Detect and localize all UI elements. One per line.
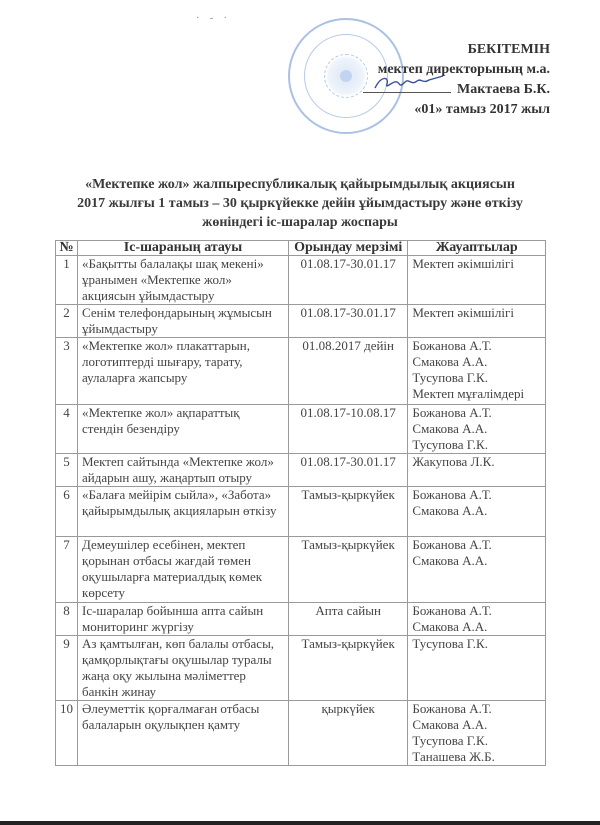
- header-responsible: Жауаптылар: [408, 241, 546, 256]
- table-header-row: [56, 241, 546, 256]
- responsible: [408, 636, 546, 701]
- table-row: [56, 454, 546, 487]
- responsible-person: Смакова А.А.: [412, 717, 488, 732]
- responsible: [408, 487, 546, 537]
- responsible-person: Мектеп әкімшілігі: [412, 256, 514, 271]
- approval-signature-row: [363, 80, 550, 100]
- responsible-person: Смакова А.А.: [412, 503, 488, 518]
- responsible-person: Жакупова Л.К.: [412, 454, 495, 469]
- deadline: қыркүйек: [288, 701, 407, 766]
- deadline: 01.08.17-10.08.17: [288, 405, 407, 454]
- scan-bottom-edge: [0, 821, 600, 825]
- approval-date: «01» тамыз 2017 жыл: [414, 102, 550, 117]
- row-number: 7: [56, 537, 78, 603]
- activity-name: Мектеп сайтында «Мектепке жол» айдарын ашу, жаңартып отыру: [78, 454, 289, 487]
- responsible-person: Смакова А.А.: [412, 354, 488, 369]
- deadline: 01.08.17-30.01.17: [288, 454, 407, 487]
- page-top-mark: · - ·: [196, 13, 231, 24]
- activity-name: Іс-шаралар бойынша апта сайын мониторинг жүргізу: [78, 603, 289, 636]
- row-number: 2: [56, 305, 78, 338]
- row-number: 3: [56, 338, 78, 405]
- approval-block: [363, 40, 550, 120]
- responsible-person: Божанова А.Т.: [412, 338, 492, 353]
- header-deadline: Орындау мерзімі: [288, 241, 407, 256]
- header-activity-name: Іс-шараның атауы: [78, 241, 289, 256]
- header-number: №: [56, 241, 78, 256]
- responsible: [408, 256, 546, 305]
- table-row: [56, 487, 546, 537]
- responsible-person: Тусупова Г.К.: [412, 437, 488, 452]
- deadline: Апта сайын: [288, 603, 407, 636]
- responsible: [408, 537, 546, 603]
- responsible-person: Мектеп әкімшілігі: [412, 305, 514, 320]
- responsible: [408, 603, 546, 636]
- deadline: 01.08.17-30.01.17: [288, 305, 407, 338]
- table-row: [56, 405, 546, 454]
- activity-name: Демеушілер есебінен, мектеп қорынан отбасы жағдай төмен оқушыларға материалдық көмек көрсету: [78, 537, 289, 603]
- approval-name: Мактаева Б.К.: [456, 82, 550, 97]
- row-number: 5: [56, 454, 78, 487]
- document-title: [40, 175, 560, 232]
- responsible-person: Тусупова Г.К.: [412, 636, 488, 651]
- responsible-person: Смакова А.А.: [412, 553, 488, 568]
- responsible: [408, 405, 546, 454]
- responsible: [408, 338, 546, 405]
- row-number: 8: [56, 603, 78, 636]
- row-number: 10: [56, 701, 78, 766]
- row-number: 9: [56, 636, 78, 701]
- activity-plan-table: [55, 240, 546, 766]
- responsible-person: Божанова А.Т.: [412, 405, 492, 420]
- table-row: [56, 603, 546, 636]
- responsible-person: Тусупова Г.К.: [412, 733, 488, 748]
- table-row: [56, 256, 546, 305]
- responsible-person: Смакова А.А.: [412, 619, 488, 634]
- activity-name: «Мектепке жол» плакаттарын, логотиптерді шығару, тарату, аулаларға жапсыру: [78, 338, 289, 405]
- activity-name: Сенім телефондарының жұмысын ұйымдастыру: [78, 305, 289, 338]
- deadline: Тамыз-қыркүйек: [288, 636, 407, 701]
- responsible-person: Божанова А.Т.: [412, 487, 492, 502]
- row-number: 1: [56, 256, 78, 305]
- signature-icon: [371, 72, 451, 94]
- approval-position: мектеп директорының м.а.: [377, 62, 550, 77]
- signature-line: [363, 80, 451, 93]
- table-row: [56, 338, 546, 405]
- responsible-person: Божанова А.Т.: [412, 603, 492, 618]
- activity-name: «Бақытты балалақы шақ мекені» ұранымен «Мектепке жол» акциясын ұйымдастыру: [78, 256, 289, 305]
- approval-heading: БЕКІТЕМІН: [467, 42, 550, 57]
- deadline: 01.08.17-30.01.17: [288, 256, 407, 305]
- activity-name: «Балаға мейірім сыйла», «Забота» қайырымдылық акцияларын өткізу: [78, 487, 289, 537]
- emblem-sun-icon: [340, 70, 352, 82]
- row-number: 6: [56, 487, 78, 537]
- responsible: [408, 454, 546, 487]
- table-row: [56, 305, 546, 338]
- responsible: [408, 305, 546, 338]
- activity-name: Аз қамтылған, көп балалы отбасы, қамқорлықтағы оқушылар туралы жаңа оқу жылына мәліметтер банкін жинау: [78, 636, 289, 701]
- deadline: Тамыз-қыркүйек: [288, 537, 407, 603]
- responsible-person: Танашева Ж.Б.: [412, 749, 495, 764]
- title-line-1: «Мектепке жол» жалпыреспубликалық қайырымдылық акциясын: [85, 177, 515, 192]
- responsible-person: Тусупова Г.К.: [412, 370, 488, 385]
- responsible-person: Мектеп мұғалімдері: [412, 386, 525, 401]
- table-row: [56, 537, 546, 603]
- responsible-person: Божанова А.Т.: [412, 537, 492, 552]
- deadline: 01.08.2017 дейін: [288, 338, 407, 405]
- table-row: [56, 636, 546, 701]
- activity-name: «Мектепке жол» ақпараттық стендін безендіру: [78, 405, 289, 454]
- responsible-person: Божанова А.Т.: [412, 701, 492, 716]
- responsible: [408, 701, 546, 766]
- title-line-3: жөніндегі іс-шаралар жоспары: [202, 215, 398, 230]
- responsible-person: Смакова А.А.: [412, 421, 488, 436]
- deadline: Тамыз-қыркүйек: [288, 487, 407, 537]
- table-row: [56, 701, 546, 766]
- title-line-2: 2017 жылғы 1 тамыз – 30 қыркүйекке дейін ұйымдастыру және өткізу: [77, 196, 523, 211]
- row-number: 4: [56, 405, 78, 454]
- activity-name: Әлеуметтік қорғалмаған отбасы балаларын оқулықпен қамту: [78, 701, 289, 766]
